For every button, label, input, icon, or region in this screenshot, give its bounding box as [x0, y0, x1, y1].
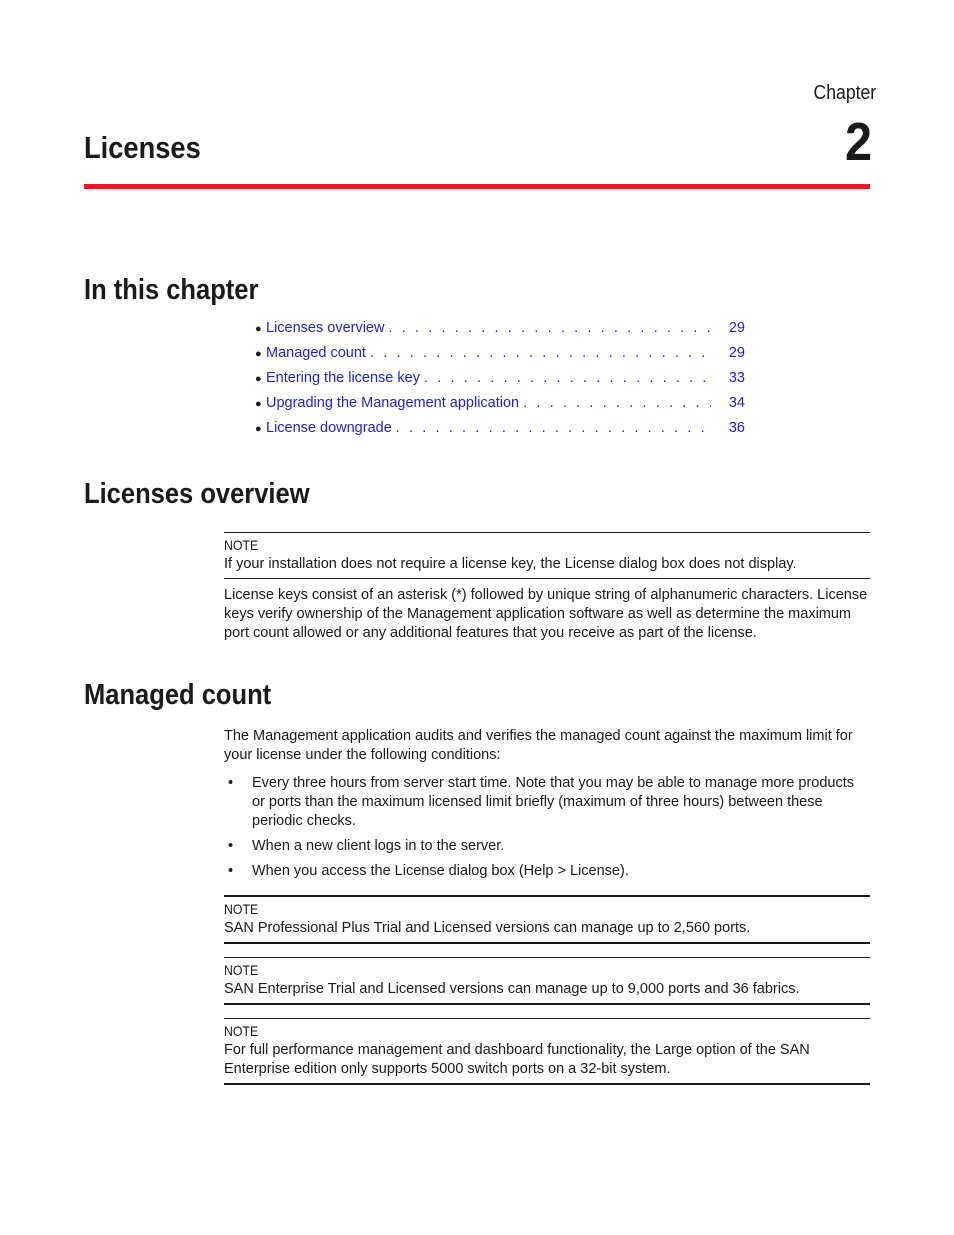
- ui-keyword: License: [394, 863, 445, 879]
- chapter-label: Chapter: [813, 82, 876, 104]
- note-text: SAN Professional Plus Trial and Licensed versions can manage up to 2,560 ports.: [224, 920, 751, 936]
- toc-leader: [424, 370, 711, 386]
- list-item: • When a new client logs in to the server.: [228, 838, 505, 854]
- toc-item[interactable]: [255, 420, 745, 445]
- list-item: • When you access the License dialog box (Help > License).: [228, 863, 629, 879]
- note-text: SAN Enterprise Trial and Licensed versions can manage up to 9,000 ports and 36 fabrics.: [224, 981, 800, 997]
- bullet-icon: ●: [255, 398, 262, 410]
- ui-menu-path: Help > License: [523, 863, 620, 879]
- chapter-title-rule: [84, 184, 870, 189]
- bullet-icon: •: [228, 775, 234, 791]
- toc-page[interactable]: 29: [728, 345, 745, 361]
- licenses-overview-heading: Licenses overview: [84, 478, 310, 510]
- toc-leader: [523, 395, 711, 411]
- bullet-icon: •: [228, 863, 234, 879]
- toc-item[interactable]: [255, 370, 745, 395]
- ui-keyword: Large: [654, 1042, 693, 1058]
- toc-link[interactable]: Entering the license key: [266, 370, 420, 386]
- note-label: NOTE: [224, 901, 259, 917]
- toc-page[interactable]: 34: [728, 395, 745, 411]
- toc-leader: [370, 345, 711, 361]
- note-label: NOTE: [224, 537, 259, 553]
- bullet-icon: ●: [255, 373, 262, 385]
- toc-link[interactable]: Upgrading the Management application: [266, 395, 520, 411]
- note-box: [224, 957, 870, 1005]
- toc-leader: [388, 320, 711, 336]
- chapter-number: 2: [844, 112, 872, 172]
- chapter-toc: [255, 320, 745, 445]
- note-box: [224, 895, 870, 944]
- managed-count-heading: Managed count: [84, 679, 272, 711]
- toc-leader: [396, 420, 711, 436]
- toc-page[interactable]: 33: [728, 370, 745, 386]
- bullet-icon: ●: [255, 323, 262, 335]
- list-item: • Every three hours from server start time. Note that you may be able to manage more products or ports than the maximum licensed limit briefly (maximum of three hours) between these periodic checks.: [228, 775, 855, 829]
- toc-page[interactable]: 36: [728, 420, 745, 436]
- note-label: NOTE: [224, 1023, 259, 1039]
- bullet-icon: ●: [255, 423, 262, 435]
- toc-item[interactable]: [255, 345, 745, 370]
- toc-page[interactable]: 29: [728, 320, 745, 336]
- toc-item[interactable]: [255, 395, 745, 420]
- licenses-overview-paragraph: License keys consist of an asterisk (*) followed by unique string of alphanumeric characters. License keys verify ownership of the Management application software as well as determine the maximum port count allowed or any additional features that you receive as part of the license.: [224, 587, 868, 641]
- note-box: [224, 1018, 870, 1085]
- chapter-title: Licenses: [84, 130, 201, 165]
- toc-link[interactable]: License downgrade: [266, 420, 392, 436]
- managed-count-intro: The Management application audits and verifies the managed count against the maximum limit for your license under the following conditions:: [224, 728, 853, 763]
- in-this-chapter-heading: In this chapter: [84, 274, 259, 306]
- ui-keyword: License: [564, 556, 615, 572]
- note-box: [224, 532, 870, 579]
- note-label: NOTE: [224, 962, 259, 978]
- toc-link[interactable]: Managed count: [266, 345, 366, 361]
- bullet-icon: •: [228, 838, 234, 854]
- bullet-icon: ●: [255, 348, 262, 360]
- managed-count-conditions: [224, 774, 870, 887]
- toc-link[interactable]: Licenses overview: [266, 320, 385, 336]
- toc-item[interactable]: [255, 320, 745, 345]
- note-text: For full performance management and dashboard functionality, the Large option of the SAN Enterprise edition only supports 5000 switch ports on a 32-bit system.: [224, 1042, 810, 1077]
- note-text: If your installation does not require a license key, the License dialog box does not display.: [224, 556, 797, 572]
